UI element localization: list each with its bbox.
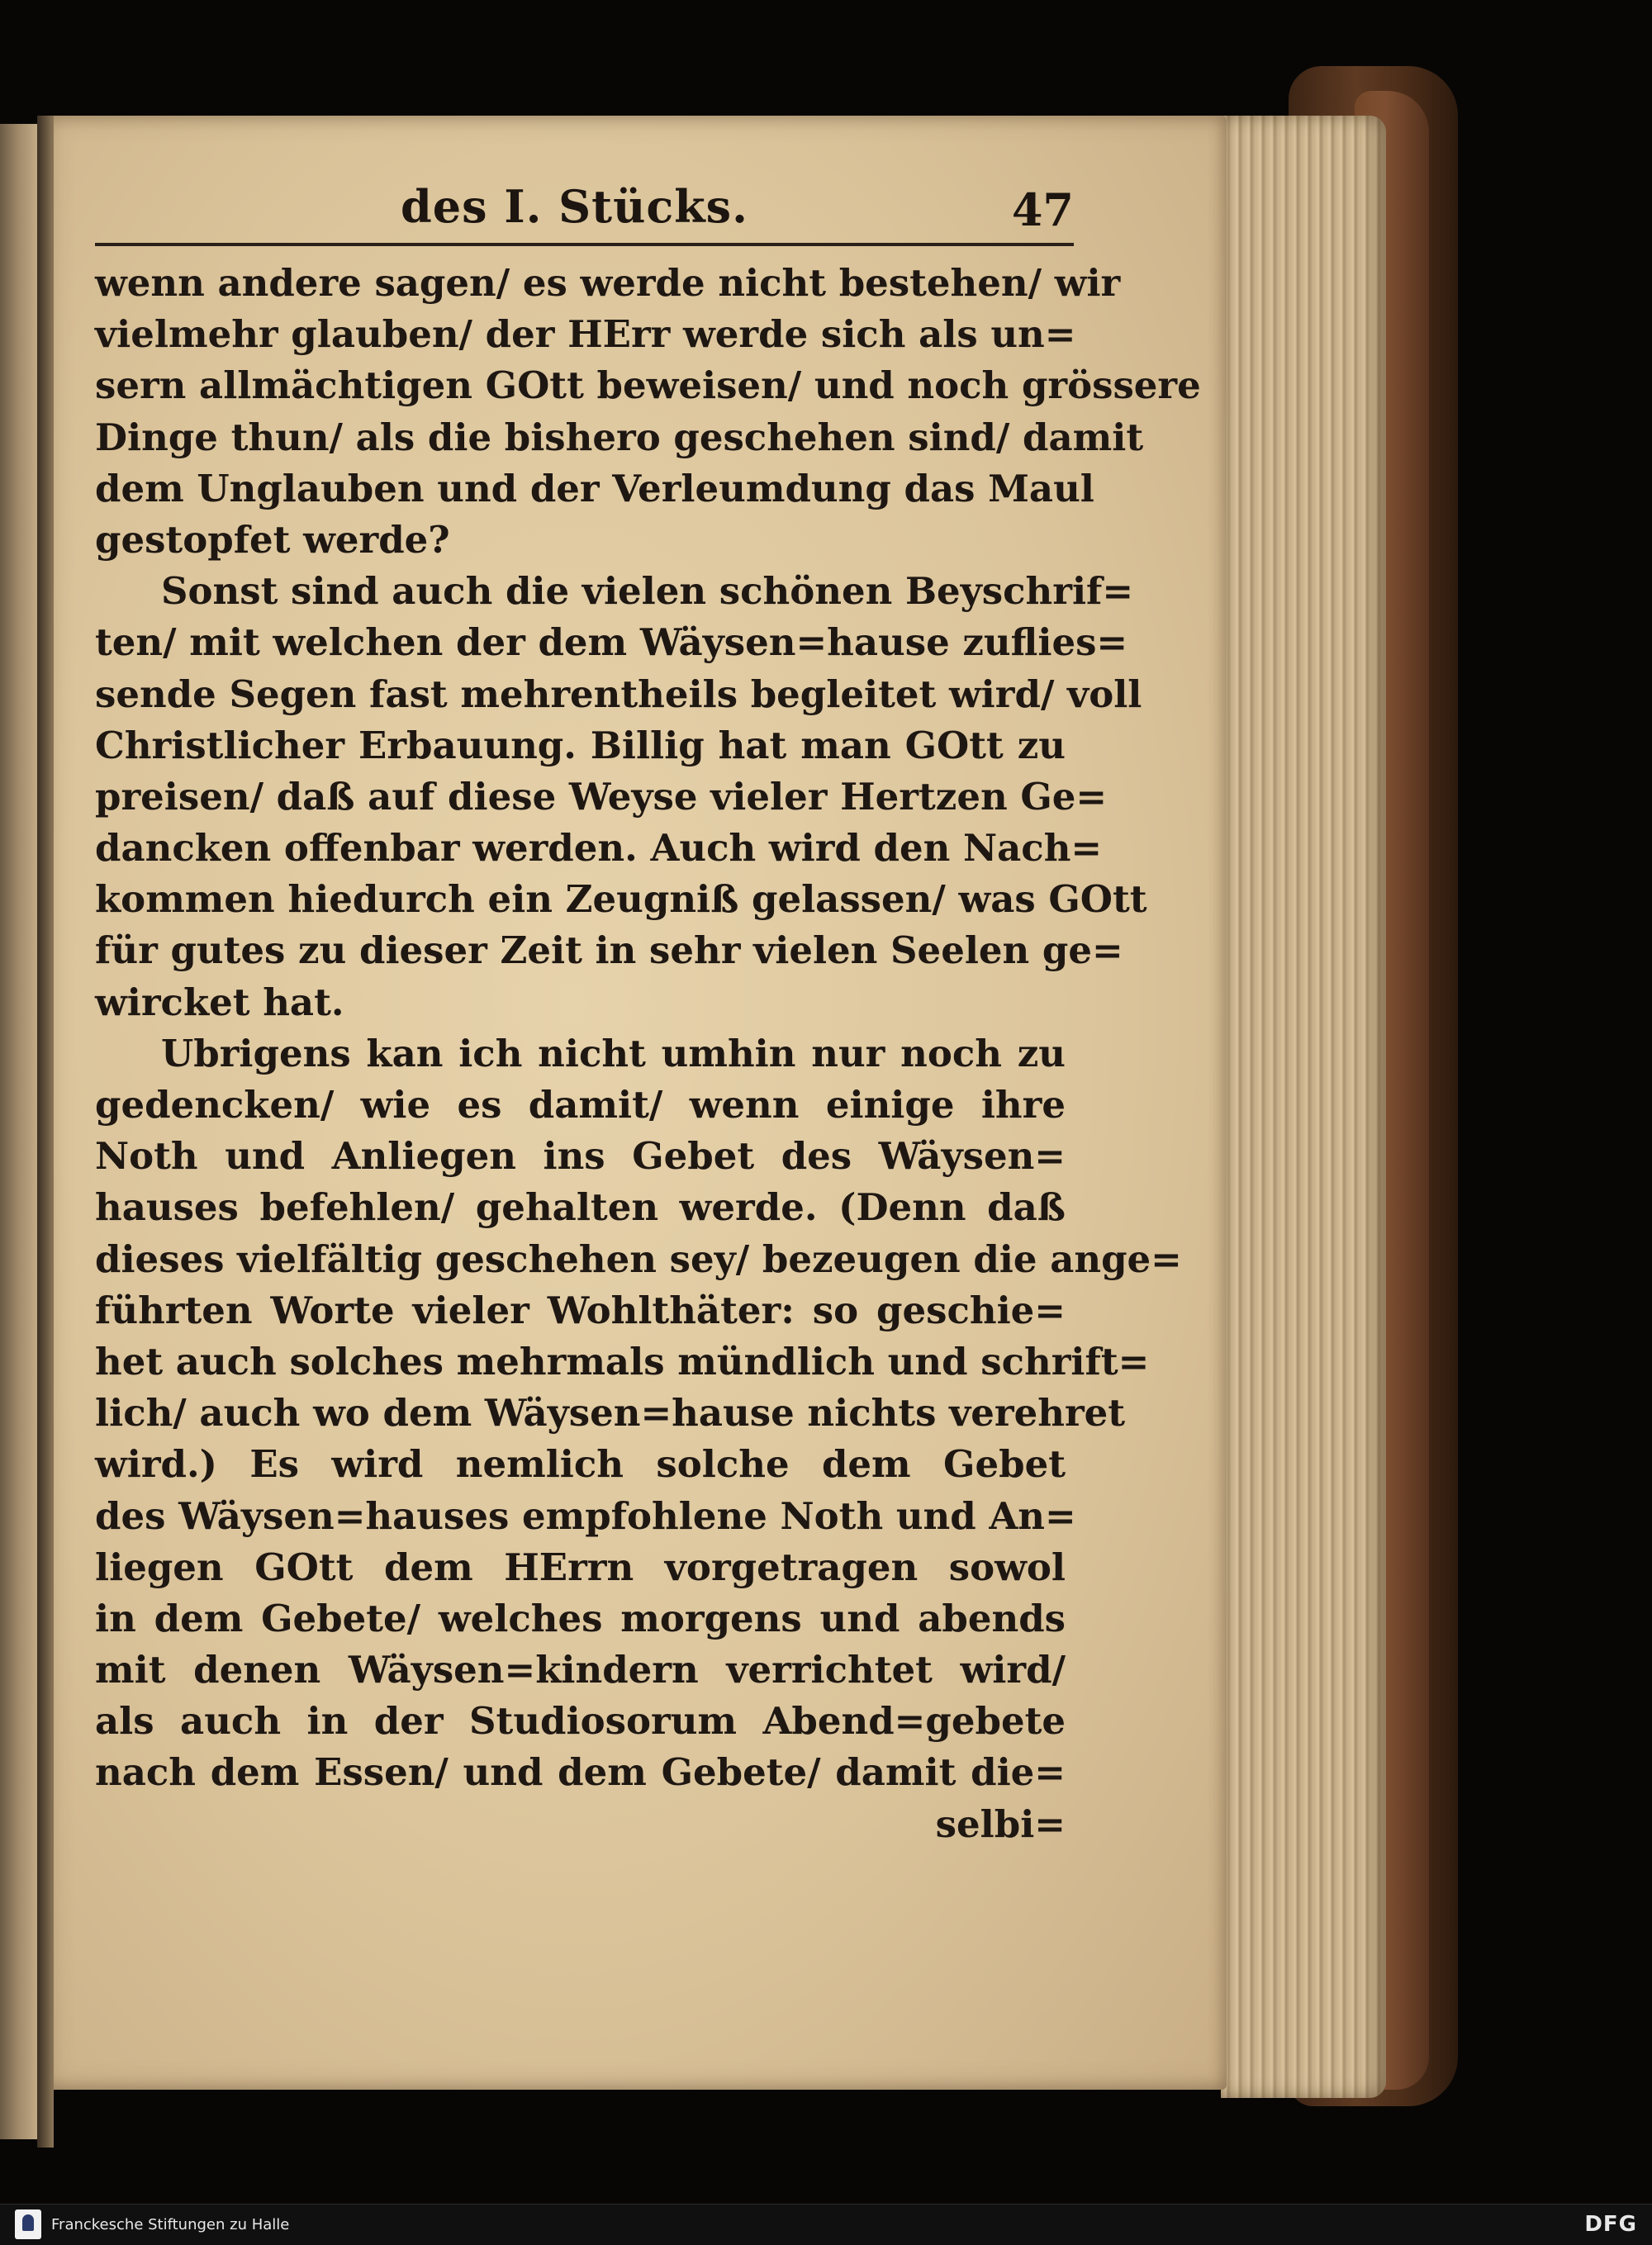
viewer-footer	[0, 2204, 1652, 2245]
text-line: gedencken/ wie es damit/ wenn einige ihre	[95, 1083, 1066, 1127]
catchword: selbi=	[935, 1801, 1066, 1846]
text-line: führten Worte vieler Wohlthäter: so geschie=	[95, 1288, 1066, 1332]
running-title: des I. Stücks.	[401, 180, 748, 233]
text-line: gestopfet werde?	[95, 517, 450, 562]
text-line: lich/ auch wo dem Wäysen=hause nichts verehret	[95, 1391, 1126, 1436]
text-line: des Wäysen=hauses empfohlene Noth und An=	[95, 1493, 1076, 1538]
text-line: Ubrigens kan ich nicht umhin nur noch zu	[161, 1031, 1066, 1075]
header-rule	[95, 243, 1074, 246]
text-line: wird.) Es wird nemlich solche dem Gebet	[95, 1442, 1066, 1487]
page-content	[95, 173, 1201, 1850]
text-line: wenn andere sagen/ es werde nicht bestehen/ wir	[95, 261, 1121, 305]
dfg-logo[interactable]: DFG	[1584, 2212, 1637, 2237]
institution-name[interactable]: Franckesche Stiftungen zu Halle	[51, 2216, 290, 2233]
body-text	[95, 258, 1201, 1850]
text-line: vielmehr glauben/ der HErr werde sich als un=	[95, 312, 1076, 357]
text-line: ten/ mit welchen der dem Wäysen=hause zuflies=	[95, 620, 1128, 665]
gutter-shadow	[37, 116, 54, 2148]
text-line: als auch in der Studiosorum Abend=gebete	[95, 1699, 1066, 1744]
text-line: mit denen Wäysen=kindern verrichtet wird/	[95, 1648, 1066, 1692]
page-number: 47	[1011, 183, 1074, 236]
facing-page-edge	[0, 124, 37, 2139]
page-header	[95, 173, 1074, 240]
book-page	[37, 116, 1227, 2090]
text-line: dancken offenbar werden. Auch wird den Nach=	[95, 826, 1103, 871]
page-edges	[1221, 116, 1386, 2098]
text-line: preisen/ daß auf diese Weyse vieler Hertzen Ge=	[95, 774, 1108, 819]
text-line: dieses vielfältig geschehen sey/ bezeugen die ange=	[95, 1236, 1182, 1281]
text-line: kommen hiedurch ein Zeugniß gelassen/ was GOtt	[95, 877, 1147, 922]
text-line: Dinge thun/ als die bishero geschehen sind/ damit	[95, 415, 1144, 459]
text-line: Noth und Anliegen ins Gebet des Wäysen=	[95, 1134, 1066, 1179]
text-line: für gutes zu dieser Zeit in sehr vielen Seelen ge=	[95, 928, 1123, 973]
text-line: het auch solches mehrmals mündlich und schrift=	[95, 1339, 1150, 1384]
text-line: sende Segen fast mehrentheils begleitet wird/ voll	[95, 672, 1142, 716]
text-line: dem Unglauben und der Verleumdung das Maul	[95, 466, 1094, 510]
text-line: Christlicher Erbauung. Billig hat man GOtt zu	[95, 723, 1066, 767]
text-line: hauses befehlen/ gehalten werde. (Denn daß	[95, 1185, 1066, 1230]
text-line: wircket hat.	[95, 980, 344, 1024]
text-line: in dem Gebete/ welches morgens und abends	[95, 1596, 1066, 1640]
text-line: liegen GOtt dem HErrn vorgetragen sowol	[95, 1545, 1066, 1589]
text-line: Sonst sind auch die vielen schönen Beyschrif=	[161, 569, 1134, 614]
text-line: sern allmächtigen GOtt beweisen/ und noch grössere	[95, 363, 1201, 408]
institution-logo-icon[interactable]	[15, 2209, 41, 2239]
text-line: nach dem Essen/ und dem Gebete/ damit die=	[95, 1750, 1066, 1795]
